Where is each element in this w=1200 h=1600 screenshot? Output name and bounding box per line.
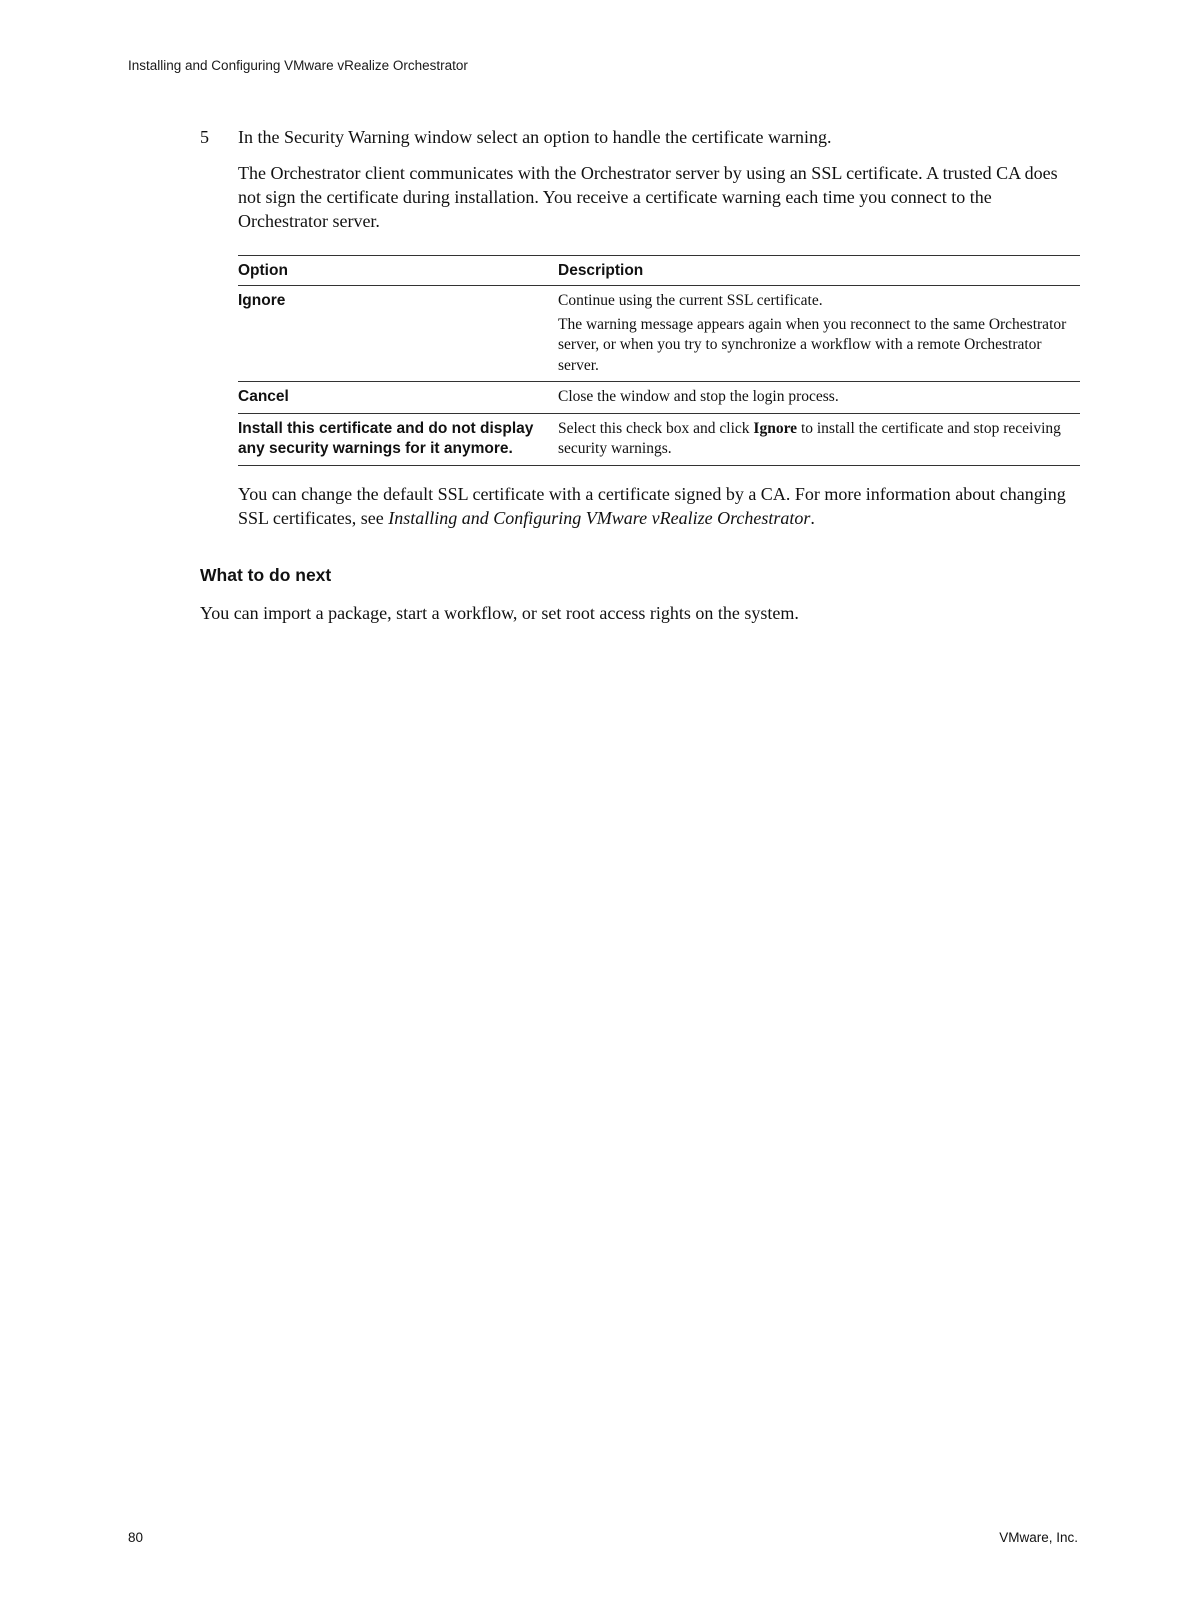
ssl-text-before: You can change the default SSL certificate with a certificate signed by a CA. For more information about changing SSL certificates, see [238, 483, 1066, 528]
description-bold-ignore: Ignore [753, 419, 798, 437]
table-row [238, 413, 1080, 465]
description-line: The warning message appears again when you reconnect to the same Orchestrator server, or when you try to synchronize a workflow with a remote Orchestrator server. [558, 315, 1067, 374]
description-line: Close the window and stop the login process. [558, 388, 839, 405]
column-header-description: Description [558, 256, 1080, 286]
option-install-certificate: Install this certificate and do not display any security warnings for it anymore. [238, 413, 558, 465]
description-ignore [558, 286, 1080, 382]
footer-company: VMware, Inc. [999, 1530, 1078, 1545]
options-table [238, 255, 1080, 466]
step-line [200, 125, 1080, 149]
step-explanation: The Orchestrator client communicates with the Orchestrator server by using an SSL certificate. A trusted CA does not sign the certificate during installation. You receive a certificate warning each time you connect to the Orchestrator server. [238, 163, 1058, 231]
step-instruction: In the Security Warning window select an option to handle the certificate warning. [238, 127, 832, 147]
description-line: Continue using the current SSL certificate. [558, 292, 823, 309]
step-number: 5 [200, 127, 209, 147]
description-text-after: to install the certificate and stop receiving security warnings. [558, 419, 1061, 457]
description-text-before: Select this check box and click [558, 419, 754, 437]
description-install-certificate [558, 413, 1080, 465]
option-ignore: Ignore [238, 292, 286, 309]
column-header-option: Option [238, 256, 558, 286]
what-next-heading: What to do next [200, 565, 332, 585]
ssl-change-paragraph [238, 482, 1080, 530]
what-next-text: You can import a package, start a workflow, or set root access rights on the system. [200, 603, 799, 623]
running-header: Installing and Configuring VMware vRealize Orchestrator [128, 58, 468, 73]
doc-reference: Installing and Configuring VMware vRealize Orchestrator [388, 507, 811, 528]
option-cancel: Cancel [238, 382, 558, 414]
procedure-step [200, 125, 1080, 530]
page-number: 80 [128, 1530, 144, 1545]
description-cancel [558, 382, 1080, 414]
description-line [558, 419, 1080, 460]
table-row [238, 382, 1080, 414]
table-header-row [238, 256, 1080, 286]
table-row [238, 286, 1080, 382]
ssl-text-after: . [810, 507, 815, 528]
